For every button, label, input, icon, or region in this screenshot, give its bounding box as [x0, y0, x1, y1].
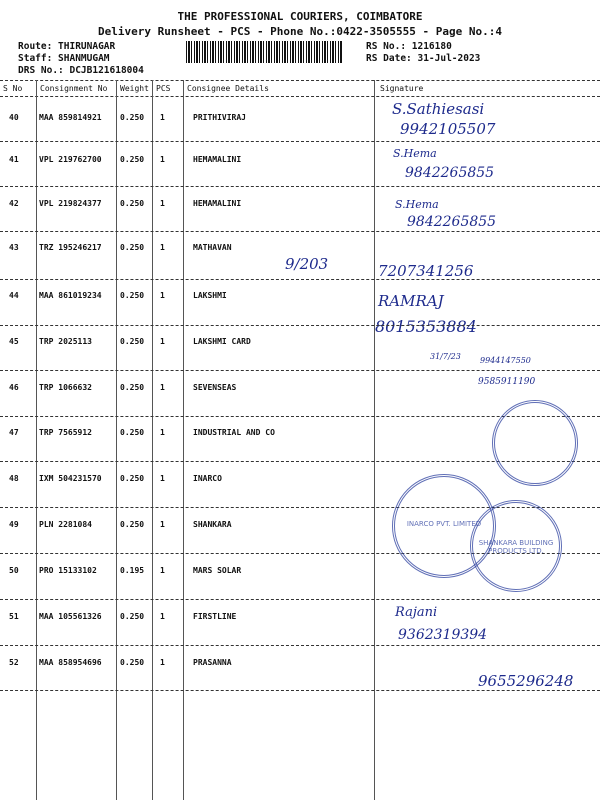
- industrial-seal: [492, 400, 578, 486]
- company-title: THE PROFESSIONAL COURIERS, COIMBATORE: [177, 10, 423, 23]
- row-consignee: LAKSHMI CARD: [193, 337, 251, 346]
- col-header-consignment: Consignment No: [40, 84, 108, 93]
- row-consignment-no: PLN 2281084: [39, 520, 92, 529]
- header-bottom-rule: [0, 96, 600, 97]
- handwritten-signature: 31/7/23: [430, 352, 461, 361]
- column-divider: [183, 80, 184, 800]
- row-sno: 43: [9, 243, 19, 252]
- handwritten-signature: S.Sathiesasi: [392, 100, 485, 118]
- row-pcs: 1: [160, 566, 165, 575]
- row-pcs: 1: [160, 243, 165, 252]
- row-pcs: 1: [160, 474, 165, 483]
- row-separator: [0, 645, 600, 646]
- handwritten-signature: 9842265855: [405, 165, 495, 181]
- route-label: Route: THIRUNAGAR: [18, 41, 116, 52]
- row-consignee: MARS SOLAR: [193, 566, 242, 575]
- row-weight: 0.250: [120, 291, 145, 300]
- row-sno: 51: [9, 612, 19, 621]
- row-pcs: 1: [160, 658, 165, 667]
- row-consignee: PRASANNA: [193, 658, 232, 667]
- row-sno: 40: [9, 113, 19, 122]
- column-divider: [116, 80, 117, 800]
- rs-number: RS No.: 1216180: [366, 41, 452, 52]
- col-header-consignee: Consignee Details: [187, 84, 269, 93]
- inarco-seal: INARCO PVT. LIMITED: [392, 474, 496, 578]
- row-separator: [0, 141, 600, 142]
- handwritten-signature: 7207341256: [378, 262, 474, 280]
- row-consignee: INARCO: [193, 474, 222, 483]
- row-separator: [0, 279, 600, 280]
- handwritten-signature: 9942105507: [400, 120, 496, 138]
- handwritten-signature: RAMRAJ: [378, 292, 444, 310]
- row-pcs: 1: [160, 612, 165, 621]
- row-consignment-no: VPL 219824377: [39, 199, 102, 208]
- row-pcs: 1: [160, 383, 165, 392]
- handwritten-signature: S.Hema: [393, 147, 437, 160]
- row-weight: 0.250: [120, 199, 145, 208]
- row-pcs: 1: [160, 337, 165, 346]
- drs-number: DRS No.: DCJB121618004: [18, 65, 144, 76]
- row-consignee: FIRSTLINE: [193, 612, 237, 621]
- row-consignment-no: MAA 861019234: [39, 291, 102, 300]
- col-header-sno: S No: [3, 84, 23, 93]
- row-sno: 49: [9, 520, 19, 529]
- barcode: [186, 41, 342, 63]
- row-sno: 46: [9, 383, 19, 392]
- row-separator: [0, 186, 600, 187]
- row-consignment-no: TRP 2025113: [39, 337, 92, 346]
- staff-label: Staff: SHANMUGAM: [18, 53, 110, 64]
- row-separator: [0, 599, 600, 600]
- row-consignment-no: TRP 7565912: [39, 428, 92, 437]
- row-consignee: INDUSTRIAL AND CO: [193, 428, 275, 437]
- row-pcs: 1: [160, 155, 165, 164]
- row-sno: 48: [9, 474, 19, 483]
- handwritten-signature: S.Hema: [395, 198, 439, 211]
- row-sno: 50: [9, 566, 19, 575]
- row-consignment-no: MAA 858954696: [39, 658, 102, 667]
- row-consignee: HEMAMALINI: [193, 155, 242, 164]
- row-weight: 0.250: [120, 155, 145, 164]
- col-header-signature: Signature: [380, 84, 424, 93]
- row-consignee: SHANKARA: [193, 520, 232, 529]
- handwritten-signature: Rajani: [395, 605, 438, 620]
- row-consignment-no: VPL 219762700: [39, 155, 102, 164]
- row-consignment-no: TRZ 195246217: [39, 243, 102, 252]
- row-weight: 0.250: [120, 428, 145, 437]
- row-separator: [0, 231, 600, 232]
- handwritten-signature: 9655296248: [478, 672, 574, 690]
- handwritten-signature: 9842265855: [407, 214, 497, 230]
- row-separator: [0, 690, 600, 691]
- handwritten-signature: 9944147550: [480, 356, 531, 365]
- row-weight: 0.250: [120, 337, 145, 346]
- row-pcs: 1: [160, 113, 165, 122]
- column-divider: [36, 80, 37, 800]
- row-consignee: SEVENSEAS: [193, 383, 237, 392]
- row-separator: [0, 370, 600, 371]
- shankara-seal: SHANKARA BUILDING PRODUCTS LTD.: [470, 500, 562, 592]
- header-top-rule: [0, 80, 600, 81]
- row-sno: 47: [9, 428, 19, 437]
- handwritten-signature: 9585911190: [478, 377, 536, 387]
- handwritten-signature: 9/203: [285, 255, 329, 273]
- row-weight: 0.195: [120, 566, 145, 575]
- rs-date: RS Date: 31-Jul-2023: [366, 53, 481, 64]
- row-pcs: 1: [160, 291, 165, 300]
- column-divider: [152, 80, 153, 800]
- row-consignment-no: PRO 15133102: [39, 566, 97, 575]
- row-consignee: PRITHIVIRAJ: [193, 113, 246, 122]
- row-consignee: HEMAMALINI: [193, 199, 242, 208]
- row-pcs: 1: [160, 199, 165, 208]
- row-sno: 45: [9, 337, 19, 346]
- column-divider: [374, 80, 375, 800]
- col-header-pcs: PCS: [156, 84, 171, 93]
- row-separator: [0, 325, 600, 326]
- row-weight: 0.250: [120, 612, 145, 621]
- row-pcs: 1: [160, 428, 165, 437]
- row-sno: 41: [9, 155, 19, 164]
- row-consignment-no: IXM 504231570: [39, 474, 102, 483]
- row-consignment-no: TRP 1066632: [39, 383, 92, 392]
- row-weight: 0.250: [120, 113, 145, 122]
- col-header-weight: Weight: [120, 84, 149, 93]
- row-consignee: LAKSHMI: [193, 291, 227, 300]
- row-sno: 44: [9, 291, 19, 300]
- row-consignment-no: MAA 105561326: [39, 612, 102, 621]
- row-weight: 0.250: [120, 243, 145, 252]
- row-sno: 52: [9, 658, 19, 667]
- handwritten-signature: 9362319394: [398, 627, 488, 643]
- row-pcs: 1: [160, 520, 165, 529]
- row-consignee: MATHAVAN: [193, 243, 232, 252]
- row-weight: 0.250: [120, 658, 145, 667]
- row-weight: 0.250: [120, 383, 145, 392]
- row-weight: 0.250: [120, 474, 145, 483]
- runsheet-subtitle: Delivery Runsheet - PCS - Phone No.:0422-3505555 - Page No.:4: [98, 25, 502, 38]
- row-weight: 0.250: [120, 520, 145, 529]
- handwritten-signature: 8015353884: [375, 317, 477, 336]
- row-sno: 42: [9, 199, 19, 208]
- row-consignment-no: MAA 859814921: [39, 113, 102, 122]
